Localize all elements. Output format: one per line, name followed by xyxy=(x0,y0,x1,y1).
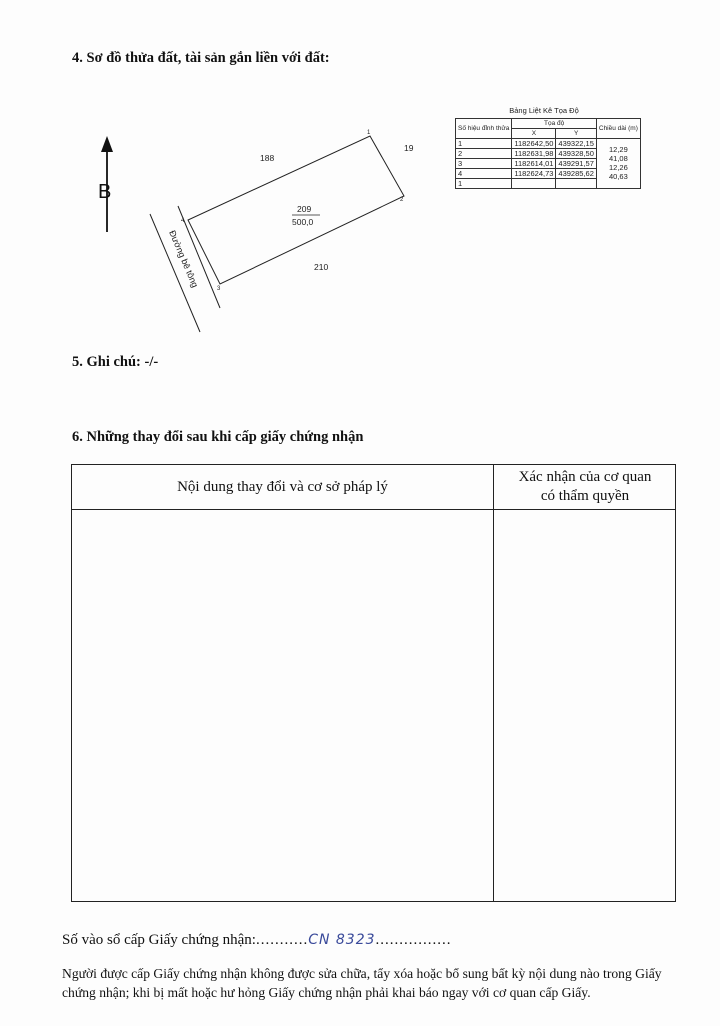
authority-confirmation-header xyxy=(494,465,676,509)
col-coord-header: Tọa độ xyxy=(512,119,597,129)
north-label: B xyxy=(98,181,112,203)
land-plot-diagram xyxy=(80,120,420,340)
edge-length: 12,29 xyxy=(608,145,628,154)
section-6-title: 6. Những thay đổi sau khi cấp giấy chứng nhận xyxy=(72,429,364,445)
edge-length: 12,26 xyxy=(608,163,628,172)
coord-x: 1182614,01 xyxy=(512,159,556,169)
neighbor-parcel-bottom: 210 xyxy=(314,262,329,272)
edge-length: 41,08 xyxy=(608,154,628,163)
column-divider xyxy=(493,465,494,901)
dotted-fill: ................ xyxy=(375,932,452,948)
authority-header-line-1: Xác nhận của cơ quan xyxy=(518,469,652,485)
col-y-header: Y xyxy=(556,129,596,139)
neighbor-parcel-right: 19 xyxy=(404,143,414,153)
coord-x: 1182631,98 xyxy=(512,149,556,159)
parcel-number: 209 xyxy=(297,204,312,214)
authority-header-line-2: có thẩm quyền xyxy=(540,488,630,504)
coord-y: 439291,57 xyxy=(556,159,596,169)
coord-y: 439285,62 xyxy=(556,169,596,179)
neighbor-parcel-top: 188 xyxy=(260,153,275,163)
coord-table-title: Bảng Liệt Kê Tọa Độ xyxy=(509,106,579,115)
vertex-label-3: 3 xyxy=(217,286,221,292)
changes-content-header: Nội dung thay đổi và cơ sở pháp lý xyxy=(177,478,388,495)
point-id: 1 xyxy=(456,179,512,189)
point-id: 1 xyxy=(456,139,512,149)
dotted-fill: ........... xyxy=(255,932,309,948)
coord-y: 439328,50 xyxy=(556,149,596,159)
changes-table xyxy=(71,464,676,902)
point-id: 2 xyxy=(456,149,512,159)
registration-number-line xyxy=(62,932,452,949)
footnote-text: Người được cấp Giấy chứng nhận không được sửa chữa, tẩy xóa hoặc bổ sung bất kỳ nội dung nào trong Giấy chứng nhận; khi bị mất hoặc hư hỏng Giấy chứng nhận phải khai báo ngay với cơ quan cấp Giấy. xyxy=(62,966,662,1000)
vertex-label-2: 2 xyxy=(400,197,404,203)
registration-label: Số vào sổ cấp Giấy chứng nhận: xyxy=(62,932,256,948)
parcel-boundary xyxy=(188,136,404,284)
coord-y: 439322,15 xyxy=(556,139,596,149)
length-cell xyxy=(596,139,640,189)
col-length-header: Chiều dài (m) xyxy=(596,119,640,139)
coord-x: 1182642,50 xyxy=(512,139,556,149)
section-4-title: 4. Sơ đồ thửa đất, tài sản gắn liền với đất: xyxy=(72,50,330,66)
coord-x xyxy=(512,179,556,189)
vertex-label-4: 4 xyxy=(181,218,185,224)
col-point-header: Số hiệu đỉnh thửa xyxy=(456,119,512,139)
vertex-label-1: 1 xyxy=(367,130,371,136)
parcel-area: 500,0 xyxy=(292,217,314,227)
handwritten-registration-number: CN 8323 xyxy=(308,932,376,948)
coordinate-table xyxy=(455,118,641,189)
point-id: 3 xyxy=(456,159,512,169)
edge-length: 40,63 xyxy=(608,172,628,181)
col-x-header: X xyxy=(512,129,556,139)
coord-y xyxy=(556,179,596,189)
coord-x: 1182624,73 xyxy=(512,169,556,179)
point-id: 4 xyxy=(456,169,512,179)
section-5-title: 5. Ghi chú: -/- xyxy=(72,354,159,370)
road-label: Đường bê tông xyxy=(167,228,201,289)
table-row xyxy=(456,139,641,149)
